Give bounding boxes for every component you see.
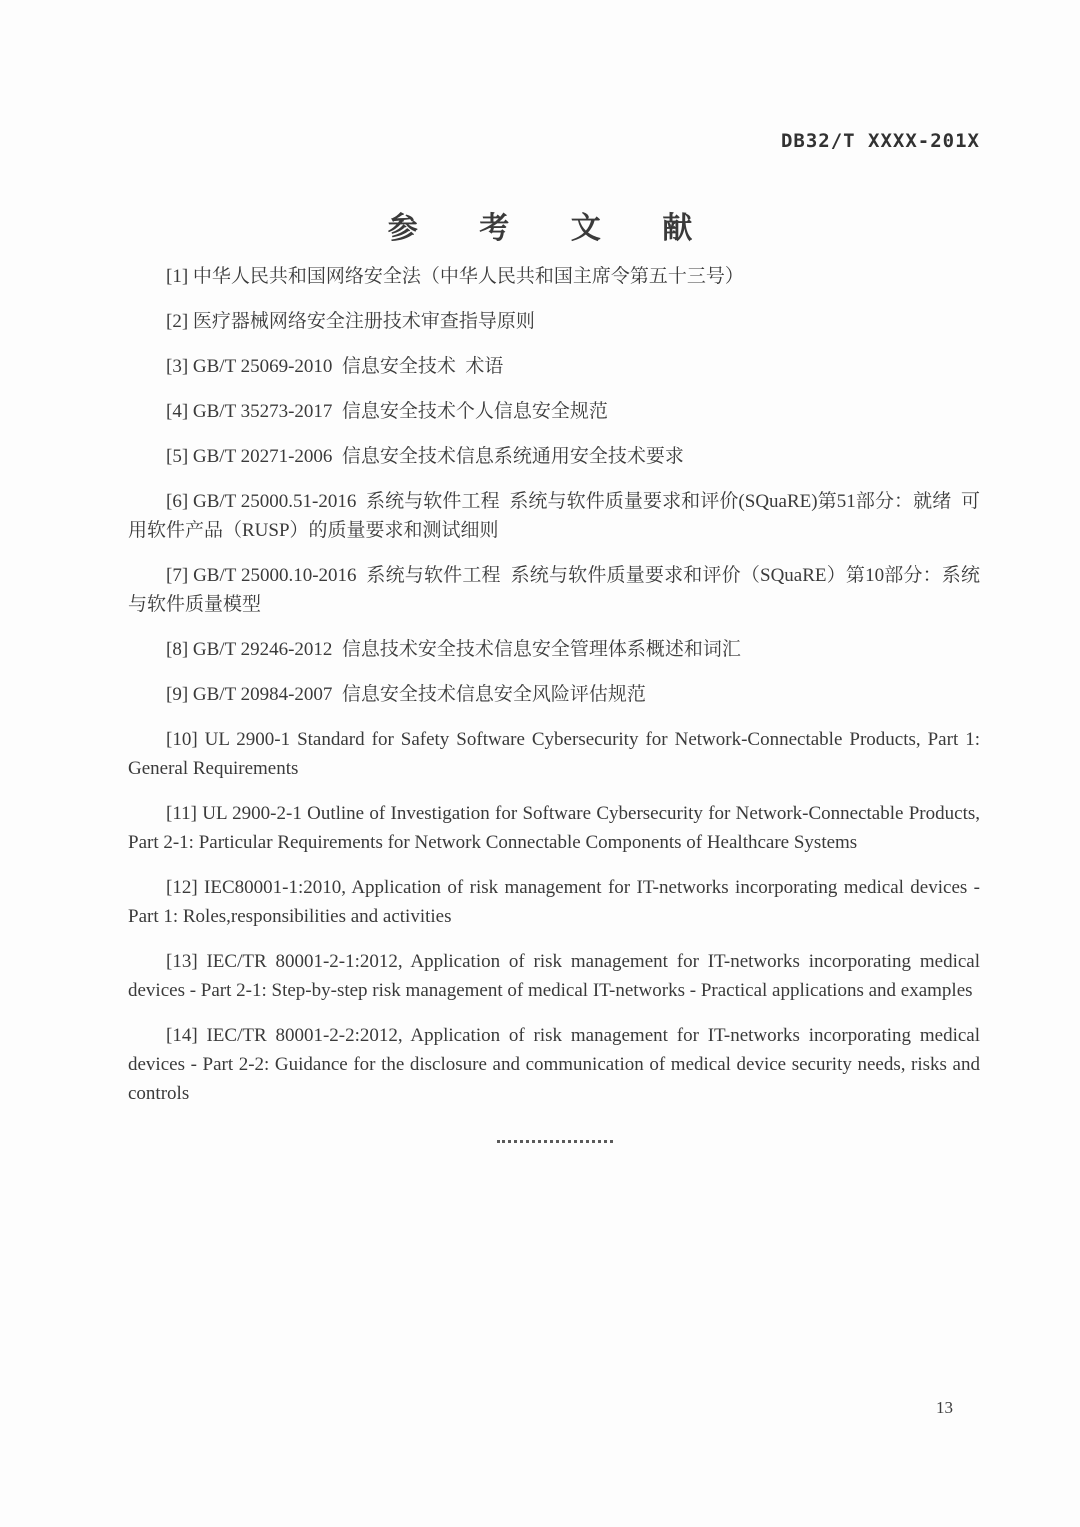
- reference-item: [11] UL 2900-2-1 Outline of Investigation for Software Cybersecurity for Network-Connectable Products, Part 2-1: Particular Requirements for Network Connectable Components of Healthcare Systems: [128, 803, 985, 853]
- reference-item: [3] GB/T 25069-2010 信息安全技术 术语: [166, 356, 504, 377]
- reference-item: [8] GB/T 29246-2012 信息技术安全技术信息安全管理体系概述和词汇: [166, 639, 741, 660]
- reference-item: [6] GB/T 25000.51-2016 系统与软件工程 系统与软件质量要求和评价(SQuaRE)第51部分：就绪 可用软件产品（RUSP）的质量要求和测试细则: [128, 491, 980, 541]
- reference-item: [9] GB/T 20984-2007 信息安全技术信息安全风险评估规范: [166, 684, 646, 705]
- reference-item: [2] 医疗器械网络安全注册技术审查指导原则: [166, 311, 535, 332]
- reference-item: [4] GB/T 35273-2017 信息安全技术个人信息安全规范: [166, 401, 608, 422]
- reference-item: [13] IEC/TR 80001-2-1:2012, Application of risk management for IT-networks incorporating medical devices - Part 2-1: Step-by-step risk management of medical IT-networks - Practical applications and examples: [128, 951, 985, 1001]
- reference-item: [12] IEC80001-1:2010, Application of risk management for IT-networks incorporating medical devices - Part 1: Roles,responsibilities and activities: [128, 877, 985, 927]
- reference-item: [7] GB/T 25000.10-2016 系统与软件工程 系统与软件质量要求和评价（SQuaRE）第10部分：系统与软件质量模型: [128, 565, 980, 615]
- reference-item: [5] GB/T 20271-2006 信息安全技术信息系统通用安全技术要求: [166, 446, 684, 467]
- end-of-document-separator: [497, 1140, 613, 1143]
- standard-number-header: DB32/T XXXX-201X: [780, 130, 980, 152]
- reference-item: [1] 中华人民共和国网络安全法（中华人民共和国主席令第五十三号）: [166, 266, 744, 287]
- reference-item: [10] UL 2900-1 Standard for Safety Software Cybersecurity for Network-Connectable Products, Part 1: General Requirements: [128, 729, 985, 779]
- reference-list: [128, 262, 985, 1124]
- reference-item: [14] IEC/TR 80001-2-2:2012, Application of risk management for IT-networks incorporating medical devices - Part 2-2: Guidance for the disclosure and communication of medical device security needs, risks and controls: [128, 1025, 985, 1104]
- page-title: 参 考 文 献: [387, 212, 720, 246]
- page-number: 13: [936, 1398, 953, 1417]
